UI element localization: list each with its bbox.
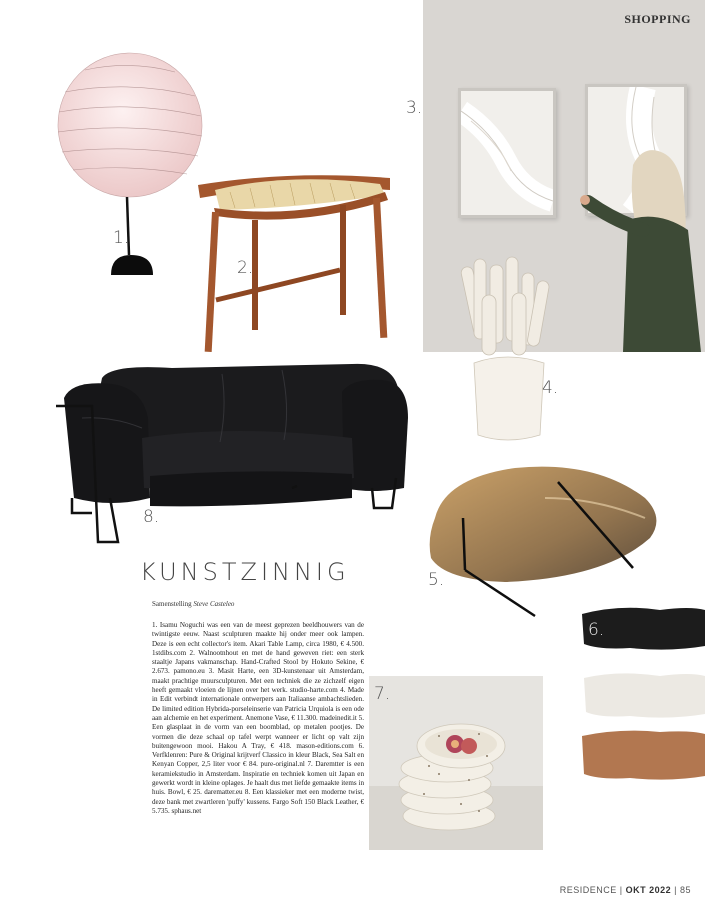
ceramic-bowls-icon — [369, 676, 543, 850]
item-number: 5. — [428, 570, 445, 590]
page-number: 85 — [679, 885, 691, 895]
glass-tray-icon — [425, 458, 665, 618]
leather-sofa-icon — [52, 358, 412, 550]
issue-date: OKT 2022 — [625, 885, 672, 895]
anemone-vase-icon — [452, 255, 567, 445]
page-footer: RESIDENCE | OKT 2022 | 85 — [559, 885, 691, 895]
article-body: 1. Isamu Noguchi was een van de meest geprezen beeldhouwers van de twintigste eeuw. Naast sculpturen maakte hij onder meer ook lampen. Deze is een echt collector's item. Akari Table Lamp, circa 1980, € 4.500. 1stdibs.com 2. Walnootnhout en met de hand geweven riet: een sterk staaltje Japans vakmanschap. Hand-Crafted Stool by Hokuto Sekine, € 2.673. pamono.eu 3. Masit Harte, een 3D-kunstenaar uit Amsterdam, maakt prachtige muursculpturen. Met een techniek die ze zichzelf eigen heeft gemaakt vloeien de lijnen over het werk. studio-harte.com 4. Made in Edit verbindt internationale ontwerpers aan Italiaanse ambachtslieden. De limited edition Hybrida-porseleinserie van Patricia Urquiola is een ode aan alchemie en het experiment. Anemone Vase, € 11.300. madeinedit.it 5. Een glasplaat in de vorm van een boomblad, op metalen pootjes. De vormen die deze schaal op tafel werpt wanneer er licht op valt zijn buitengewoon mooi. Hakou A Tray, € 418. mason-editions.com 6. Verfklenren: Pure & Original krijtverf Classico in kleur Black, Sea Salt en Kenyan Copper, 2,5 liter voor € 84. pure-original.nl 7. Daremtter is een keramiekstudio in Amsterdam. Inspiratie en techniek komen uit Japan en gewerkt wordt in kleine oplages. Je haalt dus met liefde gemaakte items in huis. Bowl, € 25. darematter.eu 8. Een klassieker met een moderne twist, deze bank met zwartleren 'puffy' kussens. Fargo Soft 150 Black Leather, € 5.735. sphaus.net — [152, 621, 364, 815]
item-number: 7. — [374, 684, 391, 704]
item-number: 6. — [588, 620, 605, 640]
credit-name: Steve Casteleo — [193, 600, 235, 608]
item-number: 1. — [113, 228, 130, 248]
article-credit — [152, 600, 234, 608]
woven-stool-icon — [190, 150, 405, 360]
person-figure — [573, 140, 705, 352]
item-number: 8. — [143, 507, 160, 527]
magazine-name: RESIDENCE — [559, 885, 617, 895]
item-number: 3. — [406, 98, 423, 118]
ceramic-bowls-photo — [369, 676, 543, 850]
item-number: 2. — [237, 258, 254, 278]
credit-label: Samenstelling — [152, 600, 192, 608]
item-number: 4. — [542, 378, 559, 398]
sculpture-frame — [458, 88, 556, 218]
article-title: KUNSTZINNIG — [140, 558, 350, 586]
section-label: SHOPPING — [624, 12, 691, 26]
